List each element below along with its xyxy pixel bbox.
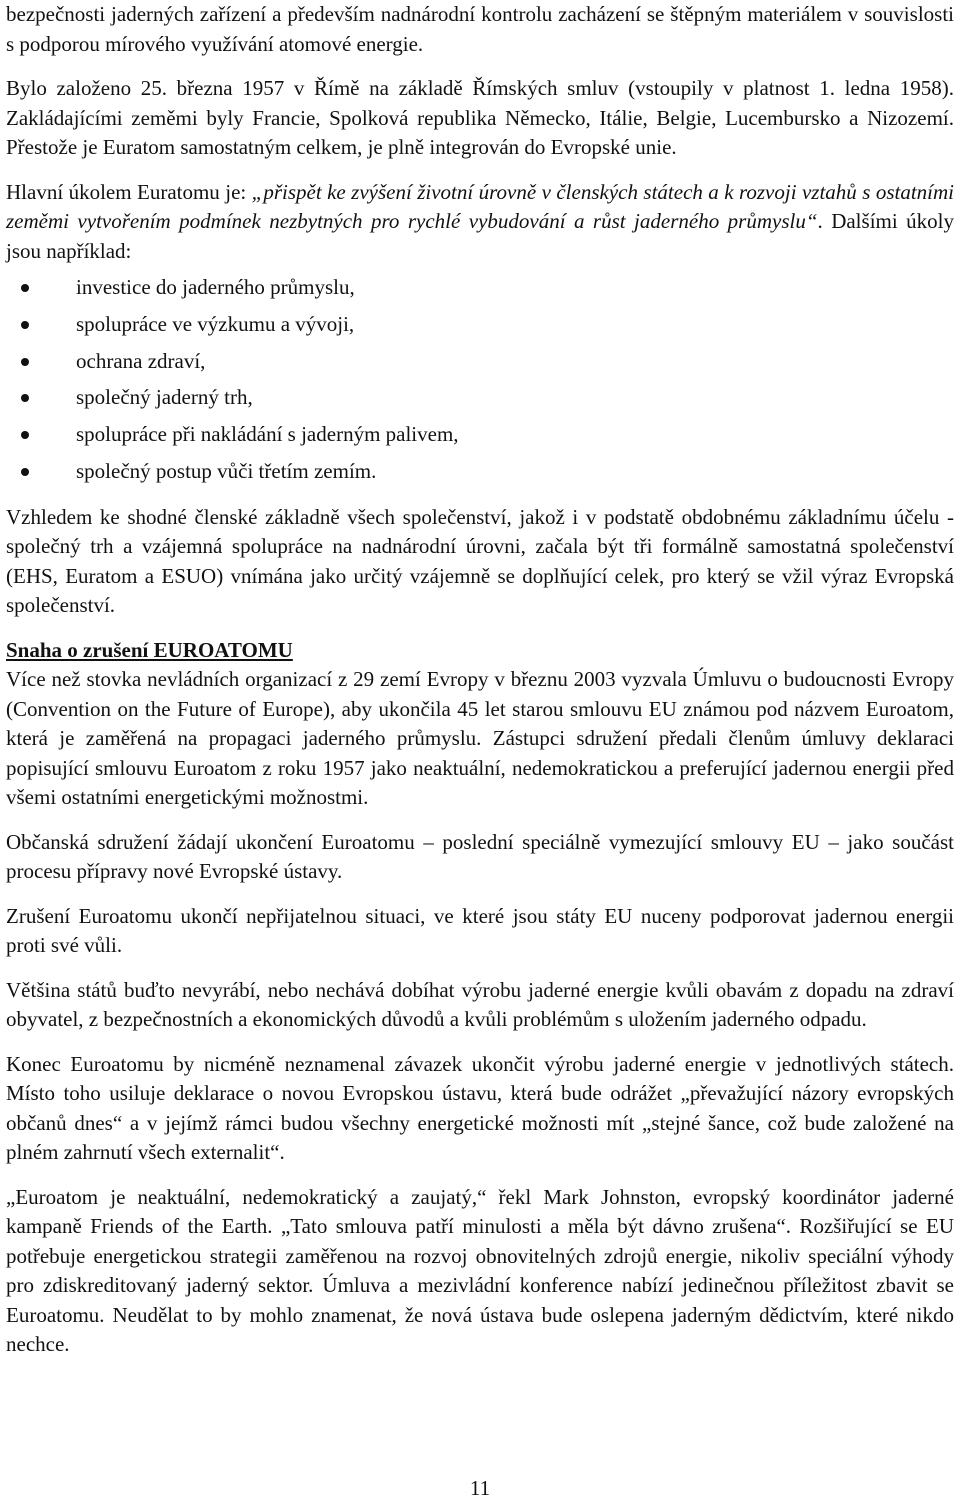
paragraph-majority-states: Většina států buďto nevyrábí, nebo nechává dobíhat výrobu jaderné energie kvůli obavám z dopadu na zdraví obyvatel, z bezpečnostních a ekonomických důvodů a kvůli problémům s uložením jaderného odpadu. xyxy=(6,977,954,1032)
paragraph-civic-demand: Občanská sdružení žádají ukončení Euroatomu – poslední speciálně vymezující smlouvy EU – jako součást procesu přípravy nové Evropské ústavy. xyxy=(6,829,954,884)
list-item xyxy=(6,383,954,413)
main-task-paragraph xyxy=(6,178,954,267)
bullet-icon xyxy=(21,394,29,402)
paragraph-end-of-euroatom: Konec Euroatomu by nicméně neznamenal závazek ukončit výrobu jaderné energie v jednotlivých státech. Místo toho usiluje deklarace o novou Evropskou ústavu, která bude odrážet „převažující názory evropských občanů dnes“ a v jejímž rámci budou všechny energetické možnosti mít „stejné šance, což bude založené na plném zahrnutí všech externalit“. xyxy=(6,1051,954,1165)
founding-paragraph: Bylo založeno 25. března 1957 v Římě na základě Římských smluv (vstoupily v platnost 1. ledna 1958). Zakládajícími zeměmi byly Francie, Spolková republika Německo, Itálie, Belgie, Lucembursko a Nizozemí. Přestože je Euratom samostatným celkem, je plně integrován do Evropské unie. xyxy=(6,76,954,159)
list-item xyxy=(6,420,954,450)
list-item xyxy=(6,457,954,487)
paragraph-abolition: Zrušení Euroatomu ukončí nepřijatelnou situaci, ve které jsou státy EU nuceny podporovat jadernou energii proti své vůli. xyxy=(6,903,954,958)
paragraph-quote-johnston: „Euroatom je neaktuální, nedemokratický a zaujatý,“ řekl Mark Johnston, evropský koordinátor jaderné kampaně Friends of the Earth. „Tato smlouva patří minulosti a měla být dávno zrušena“. Rozšiřující se EU potřebuje energetickou strategii zaměřenou na rozvoj obnovitelných zdrojů energie, nikoliv speciální výhody pro zdiskreditovaný jaderný sektor. Úmluva a mezivládní konference nabízí jedinečnou příležitost zbavit se Euroatomu. Neudělat to by mohlo znamenat, že nová ústava bude oslepena jaderným dědictvím, které nikdo nechce. xyxy=(6,1184,954,1357)
list-item-text: spolupráce ve výzkumu a vývoji, xyxy=(76,311,355,336)
section-heading: Snaha o zrušení EUROATOMU xyxy=(6,637,293,662)
list-item-text: ochrana zdraví, xyxy=(76,348,206,373)
list-item-text: společný postup vůči třetím zemím. xyxy=(76,458,377,483)
bullet-icon xyxy=(21,321,29,329)
bullet-icon xyxy=(21,468,29,476)
bullet-icon xyxy=(21,358,29,366)
main-task-quote: „přispět ke zvýšení životní úrovně v členských státech a k rozvoji vztahů s ostatními zeměmi vytvořením podmínek nezbytných pro rychlé vybudování a růst jaderného průmyslu“ xyxy=(6,179,954,233)
tasks-list xyxy=(6,273,954,486)
communities-paragraph: Vzhledem ke shodné členské základně všech společenství, jakož i v podstatě obdobnému základnímu účelu - společný trh a vzájemná spolupráce na nadnárodní úrovni, začala být tři formálně samostatná společenství (EHS, Euratom a ESUO) vnímána jako určitý vzájemně se doplňující celek, pro který se vžil výraz Evropská společenství. xyxy=(6,504,954,618)
bullet-icon xyxy=(21,284,29,292)
intro-continuation-paragraph: bezpečnosti jaderných zařízení a především nadnárodní kontrolu zacházení se štěpným materiálem v souvislosti s podporou mírového využívání atomové energie. xyxy=(6,2,954,56)
list-item-text: společný jaderný trh, xyxy=(76,385,253,410)
list-item xyxy=(6,347,954,377)
paragraph-ngo-call: Více než stovka nevládních organizací z 29 zemí Evropy v březnu 2003 vyzvala Úmluvu o budoucnosti Evropy (Convention on the Future of Europe), aby ukončila 45 let starou smlouvu EU známou pod názvem Euroatom, která je zaměřená na propagaci jaderného průmyslu. Zástupci sdružení předali členům úmluvy deklaraci popisující smlouvu Euroatom z roku 1957 jako neaktuální, nedemokratickou a preferující jadernou energii před všemi ostatními energetickými možnostmi. xyxy=(6,667,954,810)
list-item xyxy=(6,273,954,303)
main-task-lead: Hlavní úkolem Euratomu je: xyxy=(6,179,252,204)
page-number: 11 xyxy=(469,1476,491,1500)
list-item xyxy=(6,310,954,340)
document-page xyxy=(6,0,954,1360)
list-item-text: spolupráce při nakládání s jaderným palivem, xyxy=(76,422,459,447)
bullet-icon xyxy=(21,431,29,439)
list-item-text: investice do jaderného průmyslu, xyxy=(76,275,355,299)
main-task-tail: . Dalšími úkoly jsou například: xyxy=(6,209,954,263)
